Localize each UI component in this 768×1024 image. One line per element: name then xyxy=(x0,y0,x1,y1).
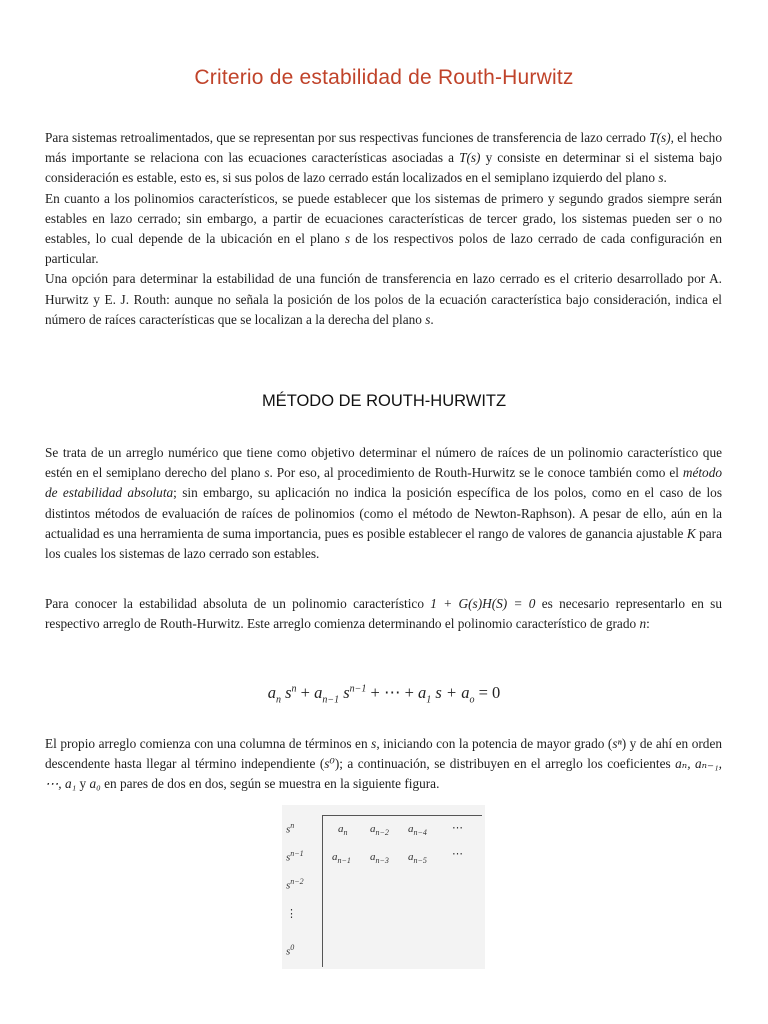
cell-an: $a_n$ xyxy=(338,823,348,838)
row-label-sn-1: $s^{n-1}$ xyxy=(286,849,304,864)
section-heading: MÉTODO DE ROUTH-HURWITZ xyxy=(261,392,507,410)
cell-an-4: $a_{n-4}$ xyxy=(408,823,427,838)
intro-paragraph-2: En cuanto a los polinomios característicos, se puede establecer que los sistemas de primero y segundo grados siempre serán estables en lazo cerrado; sin embargo, a partir de ecuaciones características de tercer grado, los sistemas pueden ser o no estables, lo cual depende de la ubicación en el plano s de los respectivos polos de lazo cerrado de cada configuración en particular. xyxy=(45,190,722,267)
intro-text xyxy=(45,128,722,330)
page-title: Criterio de estabilidad de Routh-Hurwitz xyxy=(194,66,574,89)
cell-an-1: $a_{n-1}$ xyxy=(332,851,351,866)
row-label-s0: $s^0$ xyxy=(286,943,295,958)
row1-ellipsis: ⋯ xyxy=(452,822,464,834)
array-horizontal-line xyxy=(322,815,482,816)
cell-an-3: $a_{n-3}$ xyxy=(370,851,389,866)
row-label-sn: $s^n$ xyxy=(286,821,295,836)
method-paragraph-1: Se trata de un arreglo numérico que tiene como objetivo determinar el número de raíces de un polinomio característico que estén en el semiplano derecho del plano s. Por eso, al procedimiento de Routh-Hurwitz se le conoce también como el método de estabilidad absoluta; sin embargo, su aplicación no indica la posición específica de los polos, como en el caso de los distintos métodos de evaluación de raíces de polinomios (como el método de Newton-Raphson). A pesar de ello, aún en la actualidad es una herramienta de suma importancia, pues es posible establecer el rango de valores de ganancia ajustable K para los cuales los sistemas de lazo cerrado son estables. xyxy=(45,445,722,562)
row2-ellipsis: ⋯ xyxy=(452,848,464,860)
cell-an-2: $a_{n-2}$ xyxy=(370,823,389,838)
cell-an-5: $a_{n-5}$ xyxy=(408,851,427,866)
method-paragraph-2: Para conocer la estabilidad absoluta de un polinomio característico 1 + G(s)H(S) = 0 es necesario representarlo en su respectivo arreglo de Routh-Hurwitz. Este arreglo comienza determinando el polinomio característico de grado n: xyxy=(45,596,722,632)
row-label-sn-2: $s^{n-2}$ xyxy=(286,877,304,892)
intro-paragraph-1: Para sistemas retroalimentados, que se representan por sus respectivas funciones de transferencia de lazo cerrado T(s), el hecho más importante se relaciona con las ecuaciones características asociadas a T(s) y consiste en determinar si el sistema bajo consideración es estable, esto es, si sus polos de lazo cerrado están localizados en el semiplano izquierdo del plano s. xyxy=(45,130,723,186)
characteristic-polynomial-equation: $a_n$ $s^n + a_{n-1}$ $s^{n-1}$ + ⋯ + $a_1$ $s + a_o = 0$ xyxy=(267,683,501,706)
row-label-vdots: ⋮ xyxy=(286,908,297,920)
intro-paragraph-3: Una opción para determinar la estabilidad de una función de transferencia en lazo cerrado es el criterio desarrollado por A. Hurwitz y E. J. Routh: aunque no señala la posición de los polos de la ecuación característica bajo consideración, indica el número de raíces características que se localizan a la derecha del plano s. xyxy=(45,271,722,327)
routh-array-figure xyxy=(282,805,485,969)
array-vertical-line xyxy=(322,815,323,967)
method-paragraph-3: El propio arreglo comienza con una columna de términos en s, iniciando con la potencia de mayor grado (sⁿ) y de ahí en orden descendente hasta llegar al término independiente (s⁰); a continuación, se distribuyen en el arreglo los coeficientes aₙ, aₙ₋₁, ⋯, a₁ y a₀ en pares de dos en dos, según se muestra en la siguiente figura. xyxy=(45,736,722,792)
